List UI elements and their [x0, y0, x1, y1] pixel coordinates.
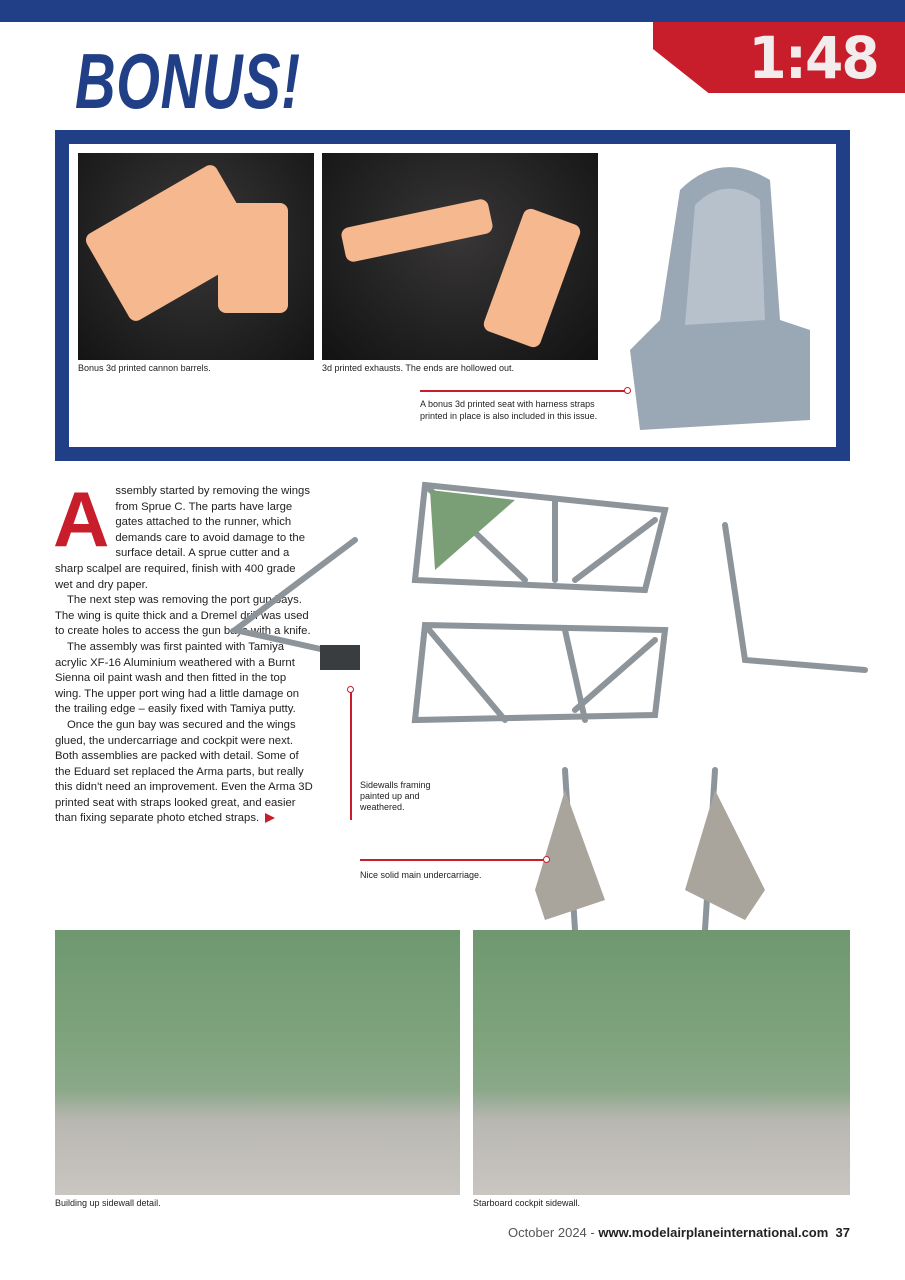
caption-sidewalls: Sidewalls framing painted up and weathered.: [360, 780, 431, 812]
callout-line: [420, 390, 625, 392]
page-number: 37: [835, 1225, 850, 1240]
top-banner: [0, 0, 905, 22]
callout-dot: [347, 686, 354, 693]
callout-dot: [543, 856, 550, 863]
caption-seat: A bonus 3d printed seat with harness straps printed in place is also included in this issue.: [420, 399, 598, 421]
sidewall-detail-photo: [55, 930, 460, 1195]
frames-undercarriage-photo: [225, 470, 895, 940]
caption-cannon-barrels: Bonus 3d printed cannon barrels.: [78, 363, 211, 373]
scale-label: 1:48: [748, 24, 878, 92]
page-title: BONUS!: [75, 37, 301, 125]
callout-dot: [624, 387, 631, 394]
page-footer: [508, 1225, 850, 1240]
cannon-barrels-photo: [78, 153, 314, 360]
footer-separator: -: [586, 1225, 599, 1240]
website-link[interactable]: www.modelairplaneinternational.com: [598, 1225, 829, 1240]
paragraph: The assembly was first painted with Tamiya acrylic XF-16 Aluminium weathered with a Burnt Sienna oil paint wash and then fitted in the top wing. The upper port wing had a little damage on the trailing edge – easily fixed with Tamiya putty.: [55, 640, 300, 716]
issue-date: October 2024: [508, 1225, 587, 1240]
caption-undercarriage: Nice solid main undercarriage.: [360, 870, 482, 880]
drop-cap: A: [53, 475, 110, 563]
caption-sidewall-detail: Building up sidewall detail.: [55, 1198, 161, 1208]
callout-line: [360, 859, 545, 861]
callout-line: [350, 690, 352, 820]
caption-exhausts: 3d printed exhausts. The ends are hollowed out.: [322, 363, 514, 373]
starboard-sidewall-photo: [473, 930, 850, 1195]
seat-photo: [620, 150, 820, 440]
caption-starboard: Starboard cockpit sidewall.: [473, 1198, 581, 1208]
paragraph: The next step was removing the port gun bays. The wing is quite thick and a Dremel drill was used to create holes to access the gun bays with a knife.: [55, 594, 311, 638]
paragraph: ssembly started by removing the wings from Sprue C. The parts have large gates attached to the runner, which demands care to avoid damage to the surface detail. A sprue cutter and a sharp scalpel are required, finish with 400 grade wet and dry paper.: [55, 485, 310, 591]
exhausts-photo: [322, 153, 598, 360]
paragraph-text: Once the gun bay was secured and the wings glued, the undercarriage and cockpit were next. Both assemblies are packed with detail. Some of the Eduard set replaced the Arma parts, but really this didn't need an improvement. Even the Arma 3D printed seat with straps looked great, and easier than fixing separate photo etched straps.: [55, 718, 313, 825]
